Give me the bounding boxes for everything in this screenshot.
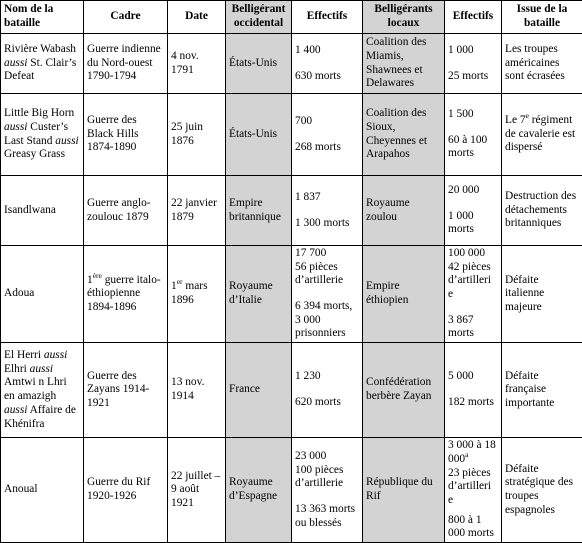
cell-cadre: Guerre des Black Hills 1874-1890 [84, 94, 168, 176]
cell-belligerant-occidental: Empire britannique [226, 176, 292, 246]
cell-cadre: Guerre du Rif 1920-1926 [84, 438, 168, 543]
cell-issue: Le 7e régiment de cavalerie est dispersé [502, 94, 582, 176]
cell-date: 4 nov. 1791 [168, 34, 226, 94]
cell-effectifs-occidental: 1 837 1 300 morts [292, 176, 363, 246]
cell-bataille: Adoua [1, 246, 84, 343]
table-row [1, 246, 582, 343]
cell-date: 22 juillet – 9 août 1921 [168, 438, 226, 543]
header-effectifs-occidental: Effectifs [292, 1, 363, 34]
header-issue: Issue de la bataille [502, 1, 582, 34]
cell-effectifs-locaux: 5 000 182 morts [445, 343, 502, 438]
table-row [1, 176, 582, 246]
cell-effectifs-locaux: 100 000 42 pièces d’artilleri e 3 867 morts [445, 246, 502, 343]
header-belligerant-occidental: Belligérant occidental [226, 1, 292, 34]
cell-bataille: Anoual [1, 438, 84, 543]
cell-effectifs-locaux: 1 000 25 morts [445, 34, 502, 94]
table-row [1, 438, 582, 543]
header-belligerants-locaux: Belligérants locaux [363, 1, 445, 34]
cell-belligerant-occidental: Royaume d’Espagne [226, 438, 292, 543]
cell-bataille: El Herri aussi Elhri aussi Amtwi n Lhri en amazigh aussi Affaire de Khénifra [1, 343, 84, 438]
cell-effectifs-locaux: 3 000 à 18 000$^a$ 23 pièces d’artilleri e 800 à 1 000 morts [445, 438, 502, 543]
header-bataille: Nom de la bataille [1, 1, 84, 34]
cell-effectifs-occidental: 23 000 100 pièces d’artillerie 13 363 morts ou blessés [292, 438, 363, 543]
table-row [1, 94, 582, 176]
cell-date: 13 nov. 1914 [168, 343, 226, 438]
cell-issue: Les troupes américaines sont écrasées [502, 34, 582, 94]
cell-effectifs-locaux: 20 000 1 000 morts [445, 176, 502, 246]
cell-effectifs-occidental: 17 700 56 pièces d’artillerie 6 394 morts, 3 000 prisonniers [292, 246, 363, 343]
cell-bataille: Rivière Wabash aussi St. Clair’s Defeat [1, 34, 84, 94]
cell-issue: Destruction des détachements britanniques [502, 176, 582, 246]
cell-cadre: 1ère guerre italo-éthiopienne 1894-1896 [84, 246, 168, 343]
cell-cadre: Guerre indienne du Nord-ouest 1790-1794 [84, 34, 168, 94]
header-cadre: Cadre [84, 1, 168, 34]
cell-effectifs-occidental: 1 400 630 morts [292, 34, 363, 94]
cell-belligerants-locaux: Coalition des Sioux, Cheyennes et Arapahos [363, 94, 445, 176]
table-row [1, 34, 582, 94]
header-effectifs-locaux: Effectifs [445, 1, 502, 34]
cell-effectifs-occidental: 1 230 620 morts [292, 343, 363, 438]
header-date: Date [168, 1, 226, 34]
cell-issue: Défaite française importante [502, 343, 582, 438]
cell-belligerants-locaux: Confédération berbère Zayan [363, 343, 445, 438]
cell-belligerant-occidental: États-Unis [226, 94, 292, 176]
cell-date: 22 janvier 1879 [168, 176, 226, 246]
cell-effectifs-locaux: 1 500 60 à 100 morts [445, 94, 502, 176]
table-header-row [1, 1, 582, 34]
cell-bataille: Isandlwana [1, 176, 84, 246]
cell-date: 25 juin 1876 [168, 94, 226, 176]
cell-cadre: Guerre des Zayans 1914-1921 [84, 343, 168, 438]
cell-belligerants-locaux: Royaume zoulou [363, 176, 445, 246]
cell-issue: Défaite stratégique des troupes espagnoles [502, 438, 582, 543]
cell-bataille: Little Big Horn aussi Custer’s Last Stand aussi Greasy Grass [1, 94, 84, 176]
table-row [1, 343, 582, 438]
cell-belligerants-locaux: Empire éthiopien [363, 246, 445, 343]
cell-belligerants-locaux: République du Rif [363, 438, 445, 543]
cell-belligerants-locaux: Coalition des Miamis, Shawnees et Delawares [363, 34, 445, 94]
cell-belligerant-occidental: France [226, 343, 292, 438]
cell-belligerant-occidental: Royaume d’Italie [226, 246, 292, 343]
cell-cadre: Guerre anglo-zoulouc 1879 [84, 176, 168, 246]
cell-date: 1er mars 1896 [168, 246, 226, 343]
cell-effectifs-occidental: 700 268 morts [292, 94, 363, 176]
cell-issue: Défaite italienne majeure [502, 246, 582, 343]
cell-belligerant-occidental: États-Unis [226, 34, 292, 94]
